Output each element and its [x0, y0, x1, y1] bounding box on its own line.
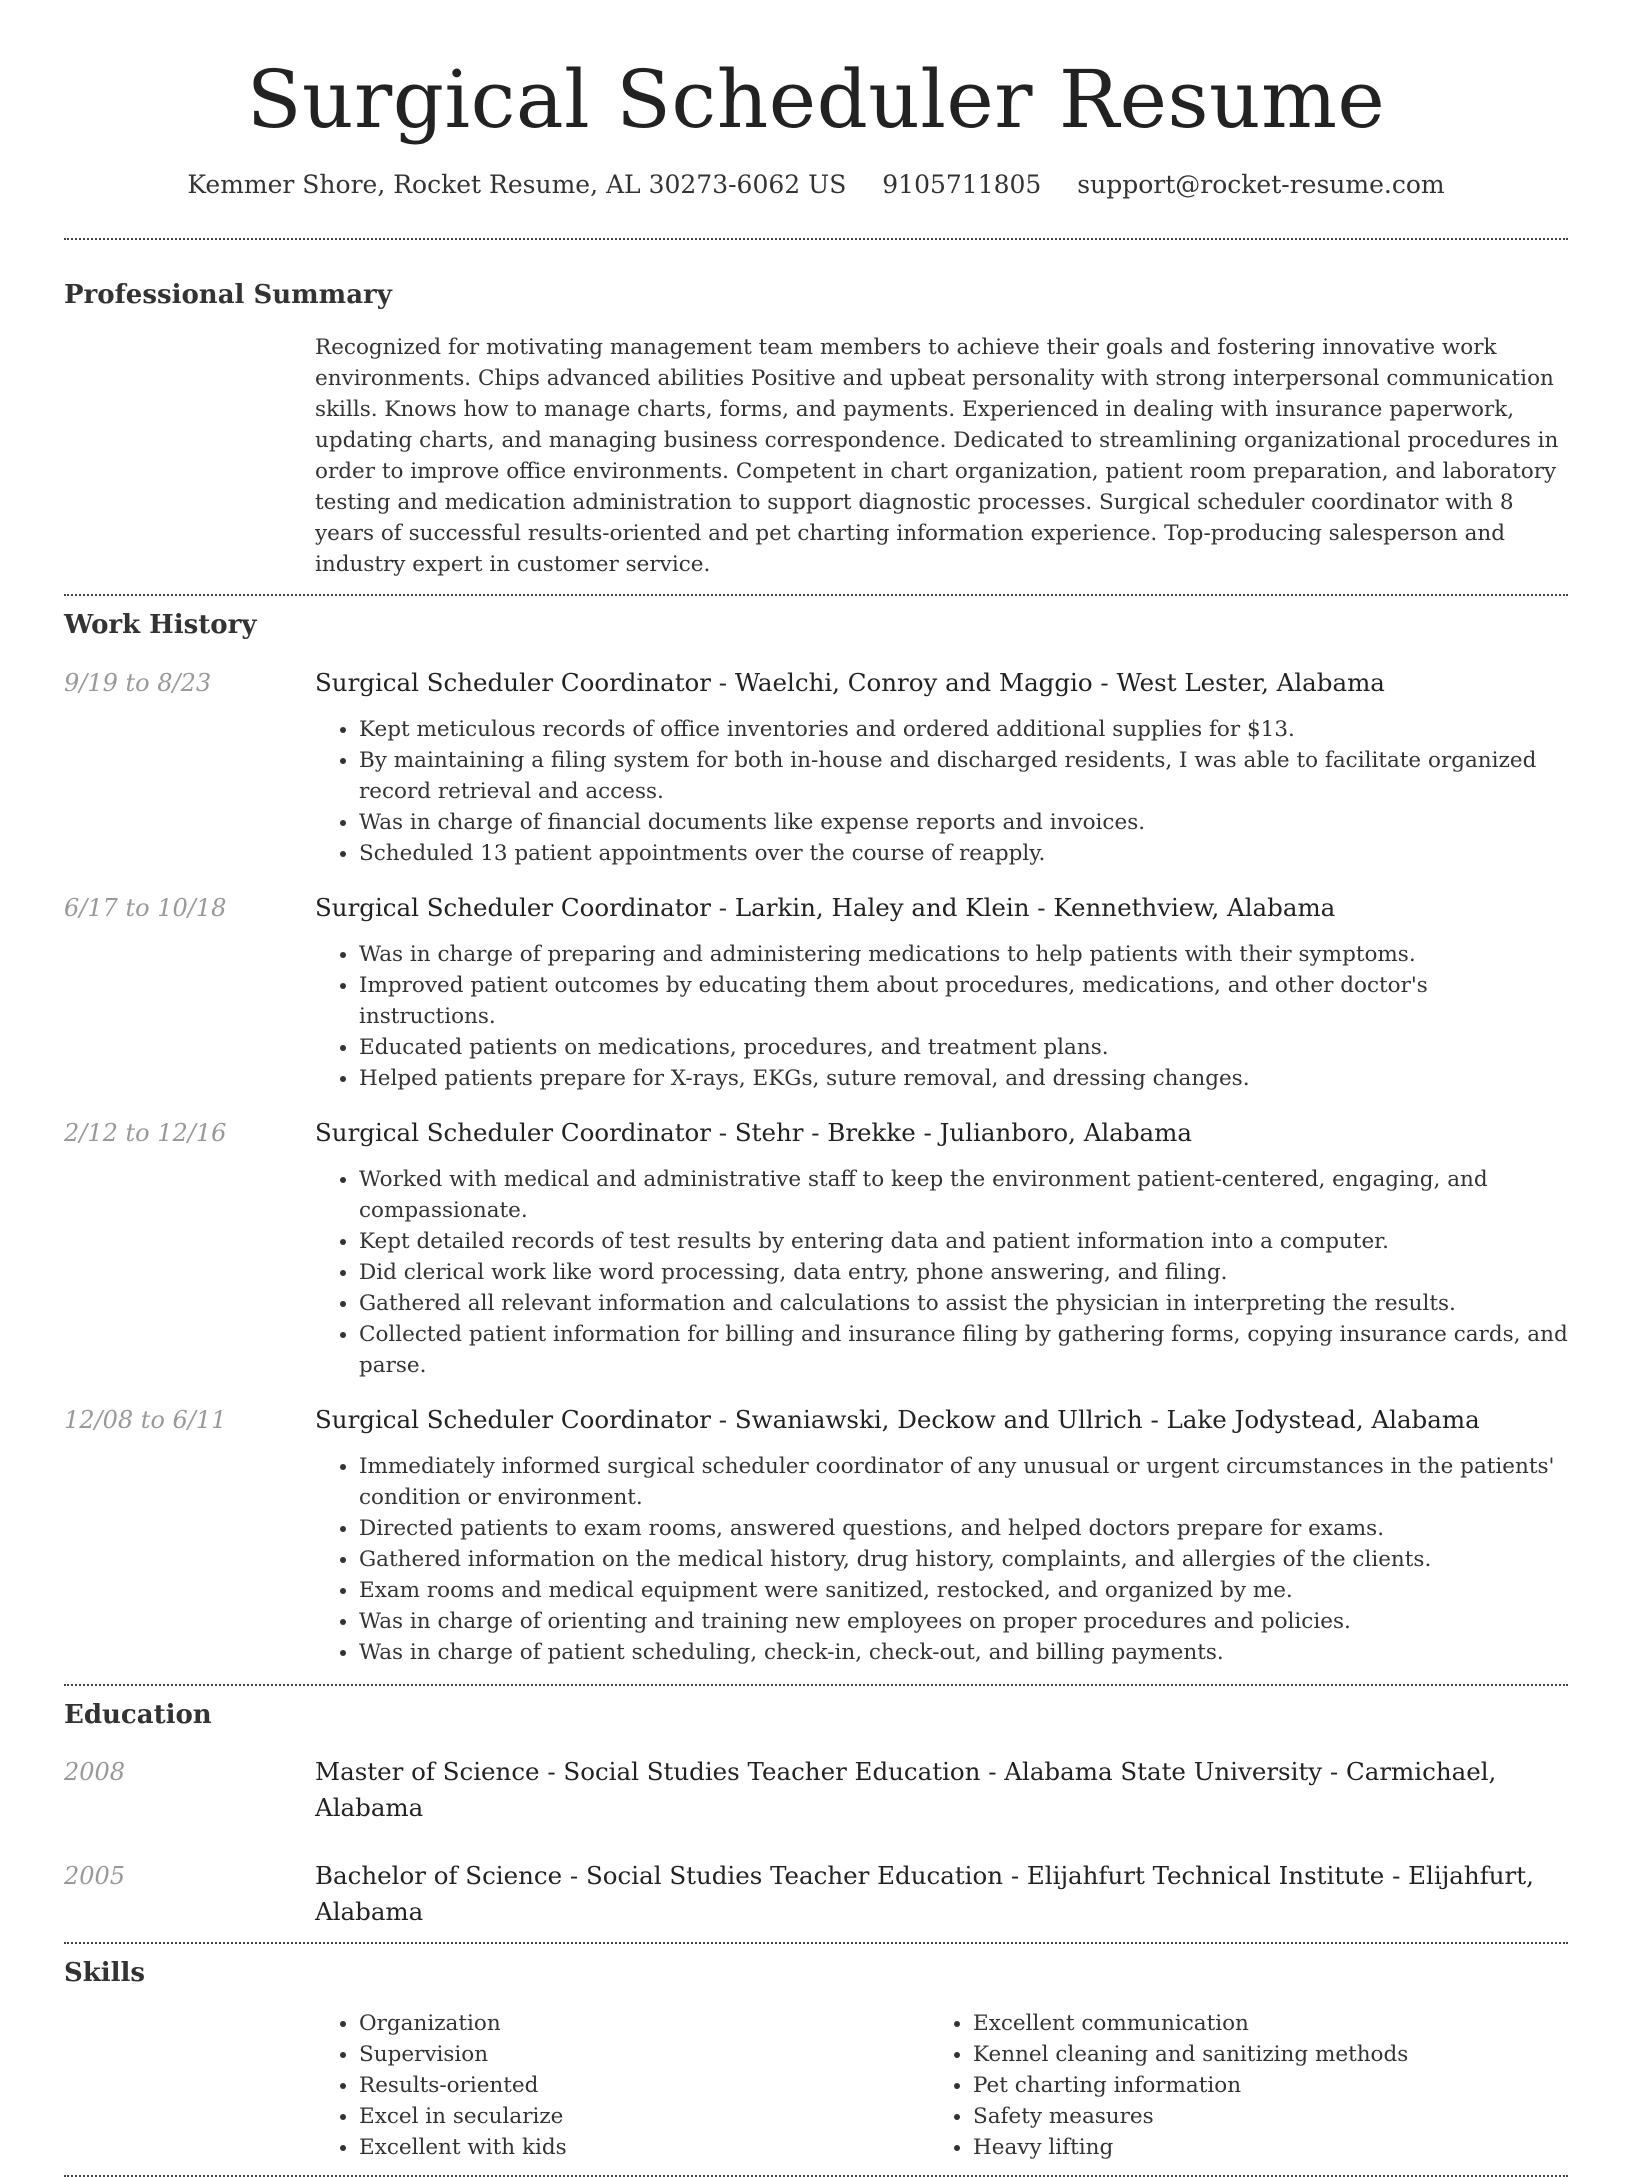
- job-dates: 9/19 to 8/23: [64, 669, 212, 697]
- skill-item: • Excel in secularize: [359, 2101, 929, 2132]
- job-entry: [64, 1403, 1568, 1668]
- resume-title: Surgical Scheduler Resume: [246, 53, 1386, 146]
- job-bullets: [315, 1451, 1568, 1668]
- job-dates: 6/17 to 10/18: [64, 894, 227, 922]
- job-body: [315, 1116, 1568, 1381]
- job-title: Surgical Scheduler Coordinator - Waelchi, Conroy and Maggio - West Lester, Alabama: [315, 668, 1385, 697]
- job-bullet: • Kept meticulous records of office inventories and ordered additional supplies for $13.: [359, 714, 1568, 745]
- job-bullet: • Improved patient outcomes by educating them about procedures, medications, and other doctor's instructions.: [359, 970, 1568, 1032]
- job-body: [315, 666, 1568, 869]
- job-bullet: • Exam rooms and medical equipment were sanitized, restocked, and organized by me.: [359, 1575, 1568, 1606]
- skill-item: • Heavy lifting: [973, 2132, 1543, 2163]
- job-bullet: • Worked with medical and administrative staff to keep the environment patient-centered, engaging, and compassionate.: [359, 1164, 1568, 1226]
- job-title: Surgical Scheduler Coordinator - Swaniawski, Deckow and Ullrich - Lake Jodystead, Alabama: [315, 1405, 1480, 1434]
- education-entry: [64, 1754, 1568, 1826]
- section-divider: [64, 1684, 1568, 1686]
- skills-column-right: [929, 2008, 1543, 2163]
- skill-item: • Excellent communication: [973, 2008, 1543, 2039]
- summary-heading: Professional Summary: [64, 280, 392, 310]
- job-bullets: [315, 714, 1568, 869]
- contact-phone: 9105711805: [882, 170, 1042, 199]
- work-history-heading: Work History: [64, 610, 257, 640]
- job-bullet: • Educated patients on medications, procedures, and treatment plans.: [359, 1032, 1568, 1063]
- skill-item: • Pet charting information: [973, 2070, 1543, 2101]
- job-dates: 12/08 to 6/11: [64, 1406, 227, 1434]
- job-bullet: • By maintaining a filing system for both in-house and discharged residents, I was able to facilitate organized record retrieval and access.: [359, 745, 1568, 807]
- job-title: Surgical Scheduler Coordinator - Stehr - Brekke - Julianboro, Alabama: [315, 1118, 1192, 1147]
- job-body: [315, 891, 1568, 1094]
- job-bullet: • Immediately informed surgical scheduler coordinator of any unusual or urgent circumstances in the patients' condition or environment.: [359, 1451, 1568, 1513]
- education-degree: Master of Science - Social Studies Teacher Education - Alabama State University - Carmichael, Alabama: [315, 1757, 1497, 1822]
- job-bullet: • Helped patients prepare for X-rays, EKGs, suture removal, and dressing changes.: [359, 1063, 1568, 1094]
- skills-heading: Skills: [64, 1958, 146, 1988]
- skill-item: • Organization: [359, 2008, 929, 2039]
- summary-text: Recognized for motivating management team members to achieve their goals and fostering innovative work environments. Chips advanced abilities Positive and upbeat personality with strong interpersonal communication skills. Knows how to manage charts, forms, and payments. Experienced in dealing with insurance paperwork, updating charts, and managing business correspondence. Dedicated to streamlining organizational procedures in order to improve office environments. Competent in chart organization, patient room preparation, and laboratory testing and medication administration to support diagnostic processes. Surgical scheduler coordinator with 8 years of successful results-oriented and pet charting information experience. Top-producing salesperson and industry expert in customer service.: [315, 335, 1559, 577]
- education-year: 2005: [64, 1862, 126, 1890]
- job-entry: [64, 891, 1568, 1094]
- job-bullet: • Directed patients to exam rooms, answered questions, and helped doctors prepare for exams.: [359, 1513, 1568, 1544]
- job-bullet: • Gathered information on the medical history, drug history, complaints, and allergies of the clients.: [359, 1544, 1568, 1575]
- contact-address: Kemmer Shore, Rocket Resume, AL 30273-6062 US: [187, 170, 847, 199]
- section-divider: [64, 594, 1568, 596]
- job-entry: [64, 666, 1568, 869]
- job-bullet: • Did clerical work like word processing, data entry, phone answering, and filing.: [359, 1257, 1568, 1288]
- job-bullet: • Was in charge of financial documents like expense reports and invoices.: [359, 807, 1568, 838]
- education-entry: [64, 1858, 1568, 1930]
- skill-item: • Supervision: [359, 2039, 929, 2070]
- job-bullet: • Gathered all relevant information and calculations to assist the physician in interpreting the results.: [359, 1288, 1568, 1319]
- contact-email: support@rocket-resume.com: [1077, 170, 1445, 199]
- section-divider: [64, 238, 1568, 240]
- job-bullet: • Scheduled 13 patient appointments over the course of reapply.: [359, 838, 1568, 869]
- job-bullet: • Was in charge of orienting and training new employees on proper procedures and policies.: [359, 1606, 1568, 1637]
- job-dates: 2/12 to 12/16: [64, 1119, 227, 1147]
- education-heading: Education: [64, 1700, 212, 1730]
- job-bullet: • Collected patient information for billing and insurance filing by gathering forms, copying insurance cards, and parse.: [359, 1319, 1568, 1381]
- job-bullets: [315, 1164, 1568, 1381]
- job-entry: [64, 1116, 1568, 1381]
- job-title: Surgical Scheduler Coordinator - Larkin, Haley and Klein - Kennethview, Alabama: [315, 893, 1336, 922]
- education-degree: Bachelor of Science - Social Studies Teacher Education - Elijahfurt Technical Institute - Elijahfurt, Alabama: [315, 1861, 1534, 1926]
- education-year: 2008: [64, 1758, 126, 1786]
- section-divider: [64, 1942, 1568, 1944]
- job-bullet: • Was in charge of preparing and administering medications to help patients with their symptoms.: [359, 939, 1568, 970]
- job-bullet: • Was in charge of patient scheduling, check-in, check-out, and billing payments.: [359, 1637, 1568, 1668]
- skills-list: [315, 2008, 1568, 2163]
- job-bullet: • Kept detailed records of test results by entering data and patient information into a computer.: [359, 1226, 1568, 1257]
- skill-item: • Results-oriented: [359, 2070, 929, 2101]
- job-body: [315, 1403, 1568, 1668]
- skill-item: • Safety measures: [973, 2101, 1543, 2132]
- skills-column-left: [315, 2008, 929, 2163]
- skill-item: • Kennel cleaning and sanitizing methods: [973, 2039, 1543, 2070]
- resume-page: [64, 0, 1568, 2177]
- contact-line: [64, 168, 1568, 202]
- skill-item: • Excellent with kids: [359, 2132, 929, 2163]
- job-bullets: [315, 939, 1568, 1094]
